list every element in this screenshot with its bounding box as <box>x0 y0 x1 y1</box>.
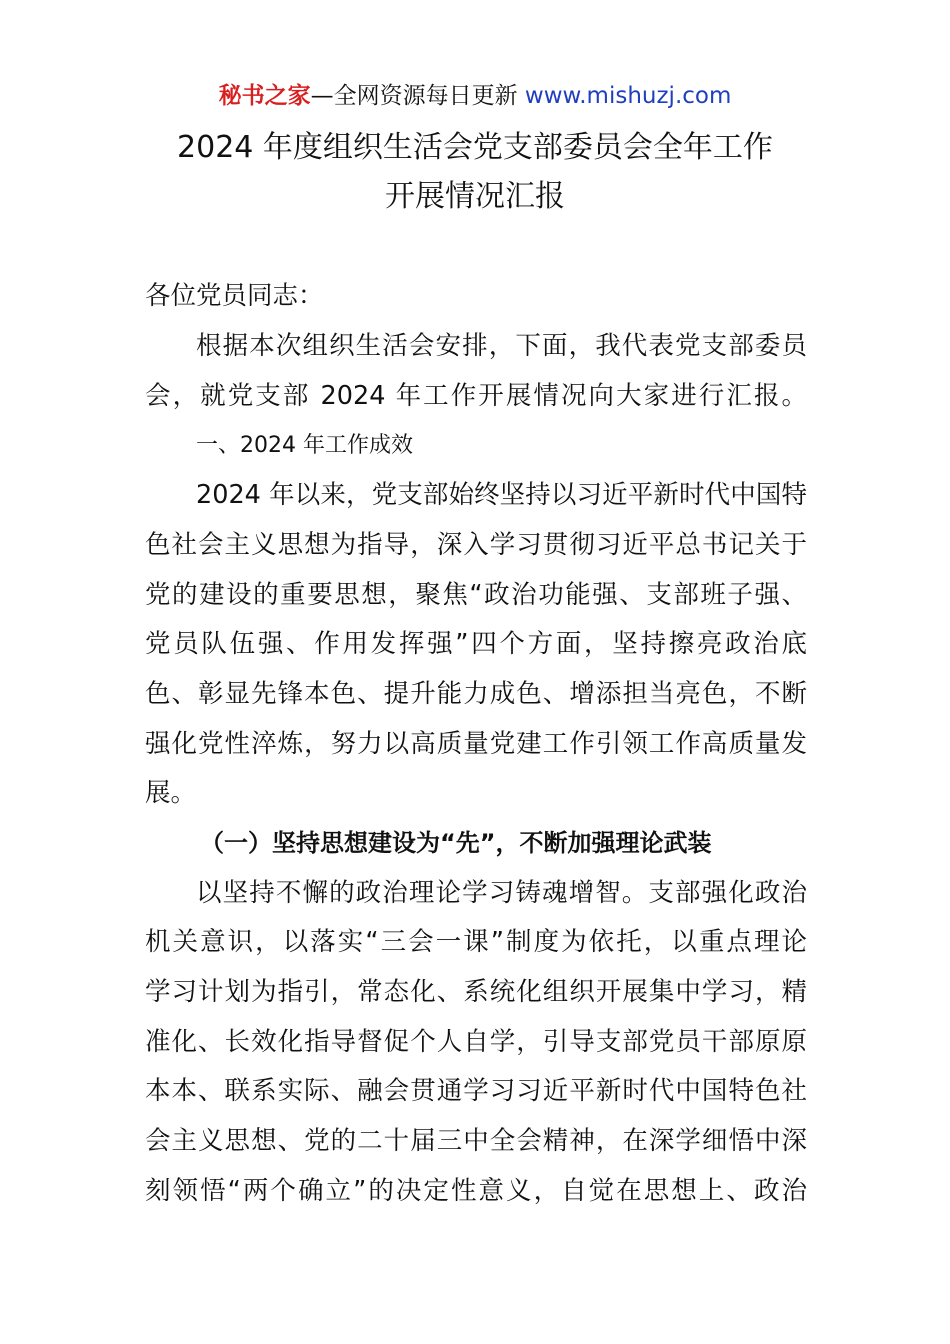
paragraph-line: 本本、联系实际、融会贯通学习习近平新时代中国特色社 <box>145 1076 807 1106</box>
site-header <box>0 80 950 112</box>
paragraph-line: 2024 年以来，党支部始终坚持以习近平新时代中国特 <box>196 480 807 510</box>
paragraph-line: 展。 <box>145 778 197 808</box>
header-slogan: —全网资源每日更新 <box>310 83 525 109</box>
paragraph-line: 机关意识，以落实“三会一课”制度为依托，以重点理论 <box>145 927 807 957</box>
paragraph-line: 色社会主义思想为指导，深入学习贯彻习近平总书记关于 <box>145 530 807 560</box>
salutation: 各位党员同志： <box>145 281 324 311</box>
paragraph-line: 党的建设的重要思想，聚焦“政治功能强、支部班子强、 <box>145 580 807 610</box>
section-heading: 一、2024 年工作成效 <box>196 433 413 458</box>
document-title-line-2: 开展情况汇报 <box>385 179 565 214</box>
subsection-heading: （一）坚持思想建设为“先”，不断加强理论武装 <box>200 829 712 857</box>
brand-name: 秘书之家 <box>218 83 311 109</box>
paragraph-line: 刻领悟“两个确立”的决定性意义，自觉在思想上、政治 <box>145 1176 807 1206</box>
paragraph-line: 强化党性淬炼，努力以高质量党建工作引领工作高质量发 <box>145 729 807 759</box>
paragraph-line: 色、彰显先锋本色、提升能力成色、增添担当亮色，不断 <box>145 679 807 709</box>
paragraph-line: 准化、长效化指导督促个人自学，引导支部党员干部原原 <box>145 1027 807 1057</box>
paragraph-line: 以坚持不懈的政治理论学习铸魂增智。支部强化政治 <box>196 878 807 908</box>
paragraph-line: 学习计划为指引，常态化、系统化组织开展集中学习，精 <box>145 977 807 1007</box>
document-title-line-1: 2024 年度组织生活会党支部委员会全年工作 <box>177 130 773 165</box>
intro-line: 根据本次组织生活会安排，下面，我代表党支部委员 <box>196 331 807 361</box>
paragraph-line: 党员队伍强、作用发挥强”四个方面，坚持擦亮政治底 <box>145 629 807 659</box>
paragraph-line: 会主义思想、党的二十届三中全会精神，在深学细悟中深 <box>145 1126 807 1156</box>
intro-line: 会，就党支部 2024 年工作开展情况向大家进行汇报。 <box>145 381 807 411</box>
site-url[interactable]: www.mishuzj.com <box>524 83 732 109</box>
